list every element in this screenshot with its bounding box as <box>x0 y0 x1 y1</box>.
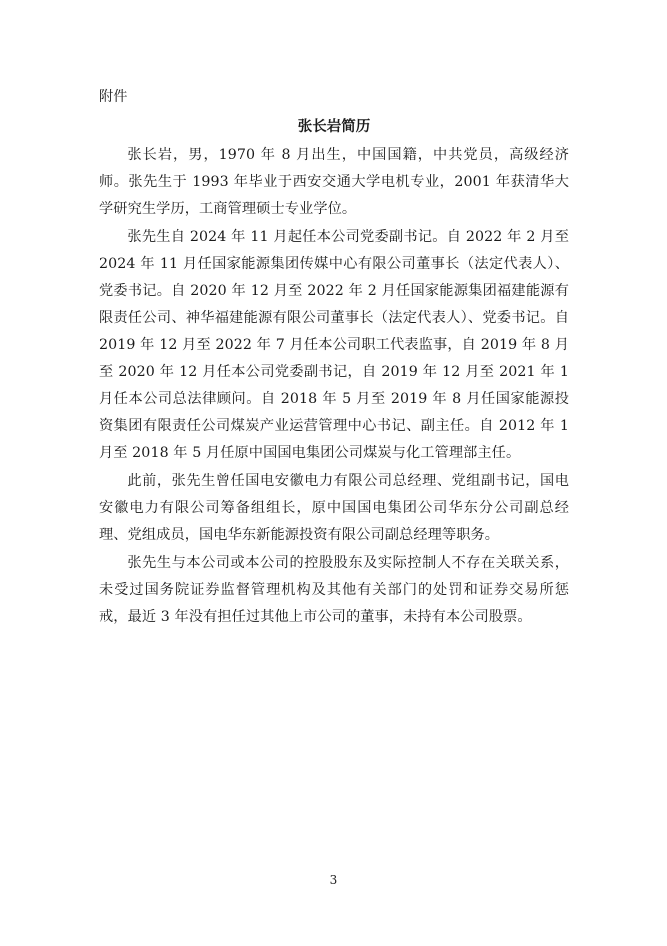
attachment-label: 附件 <box>99 89 128 105</box>
document-body <box>99 86 569 632</box>
paragraph-personal-info: 张长岩，男，1970 年 8 月出生，中国国籍，中共党员，高级经济师。张先生于 1993 年毕业于西安交通大学电机专业，2001 年获清华大学研究生学历，工商管理硕士专业学位。 <box>99 147 569 217</box>
paragraph-career-history: 张先生自 2024 年 11 月起任本公司党委副书记。自 2022 年 2 月至 2024 年 11 月任国家能源集团传媒中心有限公司董事长（法定代表人）、党委书记。自 2020 年 12 月至 2022 年 2 月任国家能源集团福建能源有限责任公司、神华福建能源有限公司董事长（法定代表人）、党委书记。自 2019 年 12 月至 2022 年 7 月任本公司职工代表监事，自 2019 年 8 月至 2020 年 12 月任本公司党委副书记，自 2019 年 12 月至 2021 年 1 月任本公司总法律顾问。自 2018 年 5 月至 2019 年 8 月任国家能源投资集团有限责任公司煤炭产业运营管理中心书记、副主任。自 2012 年 1 月至 2018 年 5 月任原中国国电集团公司煤炭与化工管理部主任。 <box>99 229 569 461</box>
resume-title: 张长岩简历 <box>297 119 371 135</box>
page-number: 3 <box>329 873 338 887</box>
paragraph-disclosure: 张先生与本公司或本公司的控股股东及实际控制人不存在关联关系，未受过国务院证券监督管理机构及其他有关部门的处罚和证券交易所惩戒，最近 3 年没有担任过其他上市公司的董事，未持有本公司股票。 <box>99 555 569 625</box>
paragraph-previous-positions: 此前，张先生曾任国电安徽电力有限公司总经理、党组副书记，国电安徽电力有限公司筹备组组长，原中国国电集团公司华东分公司副总经理、党组成员，国电华东新能源投资有限公司副总经理等职务。 <box>99 473 569 543</box>
